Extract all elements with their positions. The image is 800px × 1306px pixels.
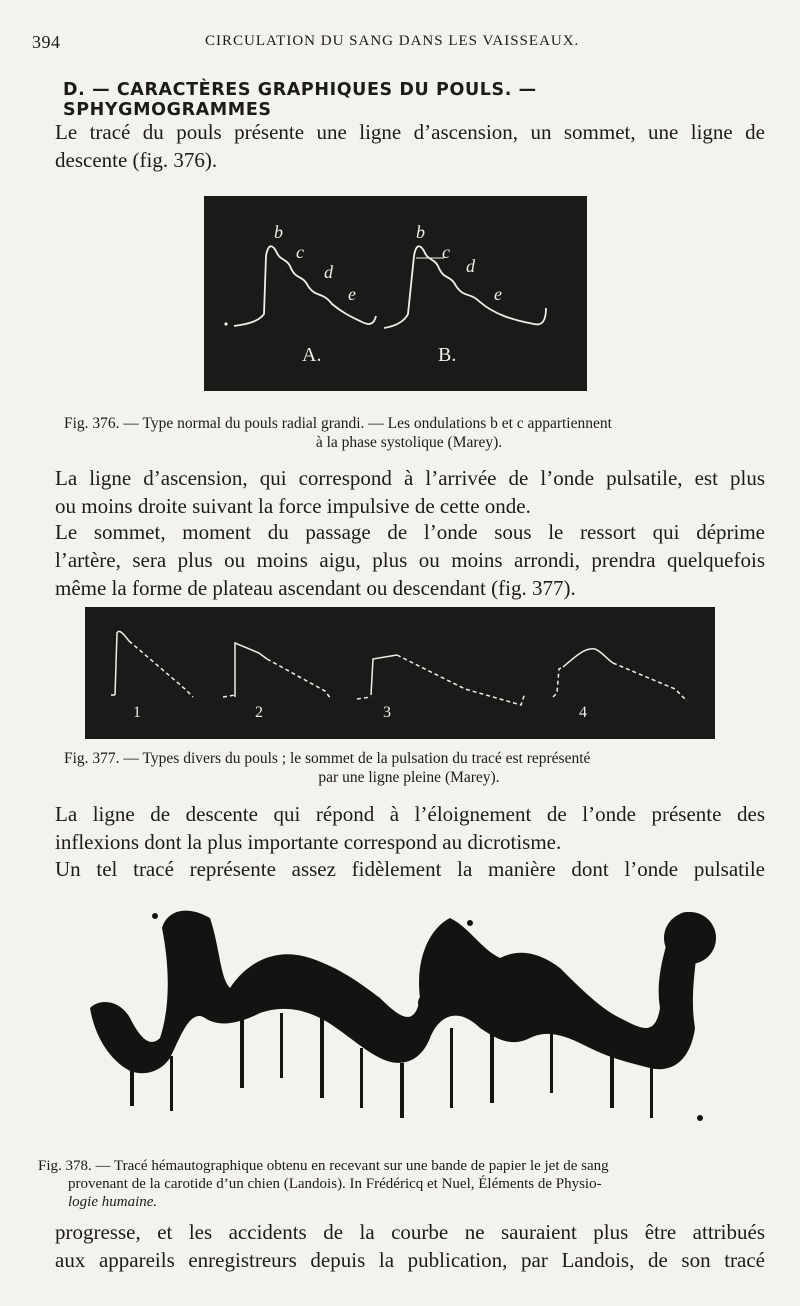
figure-377: [85, 607, 715, 739]
splatter: [463, 936, 467, 940]
label-4: 4: [579, 704, 587, 721]
blot: [664, 912, 716, 964]
drip: [550, 1033, 553, 1093]
text-line: progresse, et les accidents de la courbe ne sauraient plus être attribués: [55, 1220, 765, 1244]
trace-3-dashed: [357, 655, 525, 705]
drip: [130, 1066, 134, 1106]
text-line: ou moins droite suivant la force impulsive de cette onde.: [55, 494, 531, 518]
trace-2-dashed: [223, 659, 331, 699]
trace-1-solid: [115, 631, 129, 695]
drip: [450, 1028, 453, 1108]
drip: [650, 1068, 653, 1118]
trace-1-dashed: [111, 641, 193, 697]
section-heading: D. — CARACTÈRES GRAPHIQUES DU POULS. — SPHYGMOGRAMMES: [63, 80, 537, 120]
text-line: La ligne de descente qui répond à l’éloignement de l’onde présente des: [55, 802, 765, 826]
label-B: B.: [438, 344, 457, 366]
trace-line-b: [384, 246, 546, 328]
paragraph-continuation: [55, 1218, 765, 1274]
hemautographic-tracing: [70, 888, 760, 1153]
label-d-a: d: [324, 262, 333, 282]
page-number: 394: [32, 32, 61, 52]
blot: [168, 1001, 192, 1025]
blot: [660, 973, 680, 993]
caption-line: Fig. 377. — Types divers du pouls ; le sommet de la pulsation du tracé est représenté: [64, 750, 591, 767]
figure-378: [70, 888, 760, 1153]
label-2: 2: [255, 704, 263, 721]
drip: [280, 1013, 283, 1078]
text-line: aux appareils enregistreurs depuis la publication, par Landois, de son tracé: [55, 1248, 765, 1272]
running-title: CIRCULATION DU SANG DANS LES VAISSEAUX.: [205, 33, 580, 49]
trace-3-solid: [371, 655, 397, 695]
speck: [224, 322, 227, 325]
drip: [320, 1018, 324, 1098]
caption-377: [64, 749, 754, 787]
caption-line: provenant de la carotide d’un chien (Landois). In Frédéricq et Nuel, Éléments de Physio-: [68, 1176, 602, 1192]
text-line: inflexions dont la plus importante correspond au dicrotisme.: [55, 830, 562, 854]
blood-jet-band: [90, 911, 700, 1074]
caption-line: Fig. 378. — Tracé hémautographique obtenu en recevant sur une bande de papier le jet de sang: [38, 1158, 609, 1174]
text-line: Le sommet, moment du passage de l’onde sous le ressort qui déprime: [55, 520, 765, 544]
label-1: 1: [133, 704, 141, 721]
caption-line: par une ligne pleine (Marey).: [318, 769, 500, 786]
caption-378: [38, 1157, 778, 1211]
pulse-tracing-377: [85, 607, 715, 739]
text-line: Un tel tracé représente assez fidèlement la manière dont l’onde pulsatile: [55, 857, 765, 881]
drip: [490, 1033, 494, 1103]
text-line: l’artère, sera plus ou moins aigu, plus ou moins arrondi, prendra quelquefois: [55, 548, 765, 572]
trace-4-dashed: [553, 663, 687, 701]
label-b-a: b: [274, 222, 283, 242]
drip: [360, 1048, 363, 1108]
pulse-tracing-376: [204, 196, 587, 391]
caption-376: [64, 414, 754, 452]
splatter: [697, 1115, 703, 1121]
drip: [400, 1063, 404, 1118]
paragraph-trace: [55, 855, 765, 883]
text-line: descente (fig. 376).: [55, 148, 218, 172]
drip: [170, 1056, 173, 1111]
label-b-b: b: [416, 222, 425, 242]
trace-2-solid: [235, 643, 267, 697]
paragraph-sommet: [55, 518, 765, 602]
label-c-a: c: [296, 242, 304, 262]
label-e-b: e: [494, 284, 502, 304]
drip: [610, 1053, 614, 1108]
text-line: même la forme de plateau ascendant ou descendant (fig. 377).: [55, 576, 576, 600]
paragraph-ascension: [55, 464, 765, 520]
caption-line: Fig. 376. — Type normal du pouls radial grandi. — Les ondulations b et c appartiennent: [64, 415, 612, 432]
splatter: [152, 913, 158, 919]
paragraph-intro: [55, 118, 765, 174]
caption-line: à la phase systolique (Marey).: [315, 434, 503, 451]
splatter: [467, 920, 473, 926]
blot: [418, 993, 438, 1013]
caption-line: logie humaine.: [68, 1194, 158, 1210]
label-c-b: c: [442, 242, 450, 262]
label-A: A.: [302, 344, 322, 366]
running-head: [0, 30, 800, 56]
text-line: La ligne d’ascension, qui correspond à l’arrivée de l’onde pulsatile, est plus: [55, 466, 765, 490]
label-e-a: e: [348, 284, 356, 304]
paragraph-descente: [55, 800, 765, 856]
text-line: Le tracé du pouls présente une ligne d’ascension, un sommet, une ligne de: [55, 120, 765, 144]
figure-376: [204, 196, 587, 391]
trace-4-solid: [563, 649, 613, 667]
drip: [240, 1018, 244, 1088]
label-3: 3: [383, 704, 391, 721]
label-d-b: d: [466, 256, 475, 276]
